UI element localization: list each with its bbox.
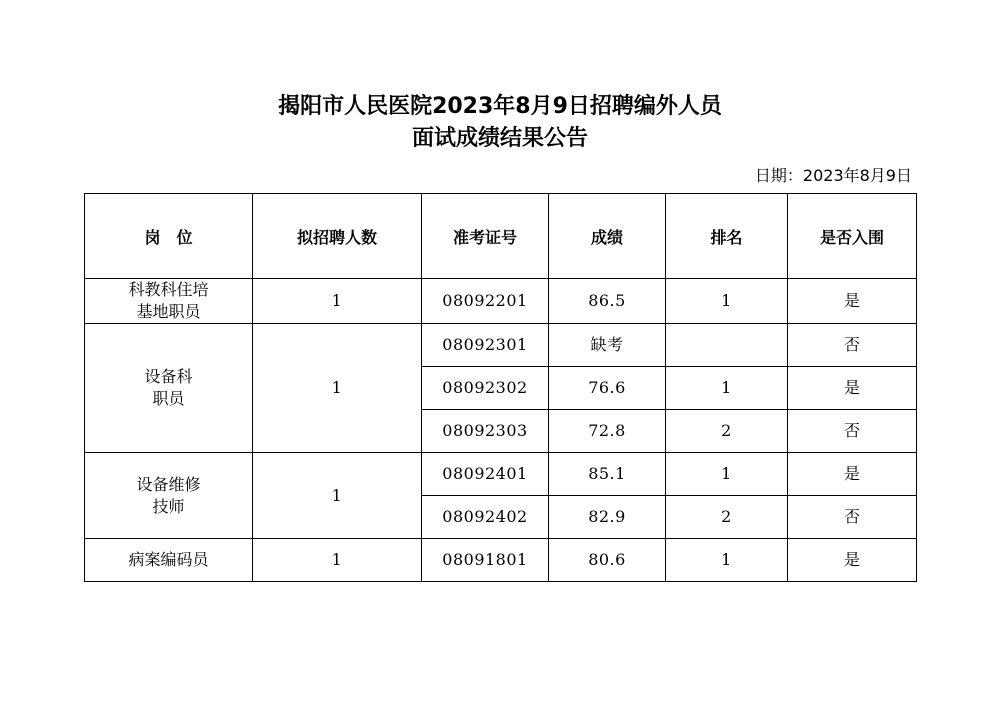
score: 85.1 bbox=[549, 453, 666, 496]
position-cell bbox=[85, 324, 253, 453]
exam-id: 08091801 bbox=[422, 539, 549, 582]
rank: 1 bbox=[666, 367, 788, 410]
rank bbox=[666, 324, 788, 367]
score: 86.5 bbox=[549, 279, 666, 324]
shortlisted: 否 bbox=[788, 496, 917, 539]
exam-id: 08092402 bbox=[422, 496, 549, 539]
shortlisted: 否 bbox=[788, 410, 917, 453]
position-name: 病案编码员 bbox=[128, 550, 209, 569]
header-rank: 排名 bbox=[666, 194, 788, 279]
exam-id: 08092201 bbox=[422, 279, 549, 324]
score: 82.9 bbox=[549, 496, 666, 539]
position-name: 技师 bbox=[152, 496, 185, 516]
rank: 1 bbox=[666, 539, 788, 582]
shortlisted: 否 bbox=[788, 324, 917, 367]
shortlisted: 是 bbox=[788, 279, 917, 324]
header-score: 成绩 bbox=[549, 194, 666, 279]
planned-count: 1 bbox=[253, 539, 422, 582]
rank: 2 bbox=[666, 410, 788, 453]
exam-id: 08092401 bbox=[422, 453, 549, 496]
header-position: 岗 位 bbox=[85, 194, 253, 279]
position-name: 设备科 bbox=[144, 367, 193, 386]
exam-id: 08092301 bbox=[422, 324, 549, 367]
table-row bbox=[85, 539, 917, 582]
header-exam-id: 准考证号 bbox=[422, 194, 549, 279]
score: 76.6 bbox=[549, 367, 666, 410]
header-row bbox=[85, 194, 917, 279]
score: 80.6 bbox=[549, 539, 666, 582]
results-table bbox=[84, 193, 917, 582]
position-cell bbox=[85, 539, 253, 582]
shortlisted: 是 bbox=[788, 539, 917, 582]
table-row bbox=[85, 279, 917, 324]
planned-count: 1 bbox=[253, 279, 422, 324]
page-title-line2: 面试成绩结果公告 bbox=[411, 126, 588, 151]
score: 72.8 bbox=[549, 410, 666, 453]
announcement-date: 日期：2023年8月9日 bbox=[754, 166, 912, 185]
header-shortlisted: 是否入围 bbox=[788, 194, 917, 279]
position-name: 职员 bbox=[152, 389, 185, 408]
table-row bbox=[85, 453, 917, 496]
table-row bbox=[85, 324, 917, 367]
exam-id: 08092302 bbox=[422, 367, 549, 410]
page-title-line1: 揭阳市人民医院2023年8月9日招聘编外人员 bbox=[278, 94, 722, 119]
header-planned-count: 拟招聘人数 bbox=[253, 194, 422, 279]
rank: 1 bbox=[666, 453, 788, 496]
planned-count: 1 bbox=[253, 453, 422, 539]
position-name: 科教科住培 bbox=[128, 280, 209, 299]
position-cell bbox=[85, 279, 253, 324]
rank: 2 bbox=[666, 496, 788, 539]
shortlisted: 是 bbox=[788, 367, 917, 410]
position-cell bbox=[85, 453, 253, 539]
position-name: 设备维修 bbox=[136, 474, 201, 494]
score: 缺考 bbox=[549, 324, 666, 367]
planned-count: 1 bbox=[253, 324, 422, 453]
rank: 1 bbox=[666, 279, 788, 324]
position-name: 基地职员 bbox=[136, 302, 201, 321]
exam-id: 08092303 bbox=[422, 410, 549, 453]
shortlisted: 是 bbox=[788, 453, 917, 496]
